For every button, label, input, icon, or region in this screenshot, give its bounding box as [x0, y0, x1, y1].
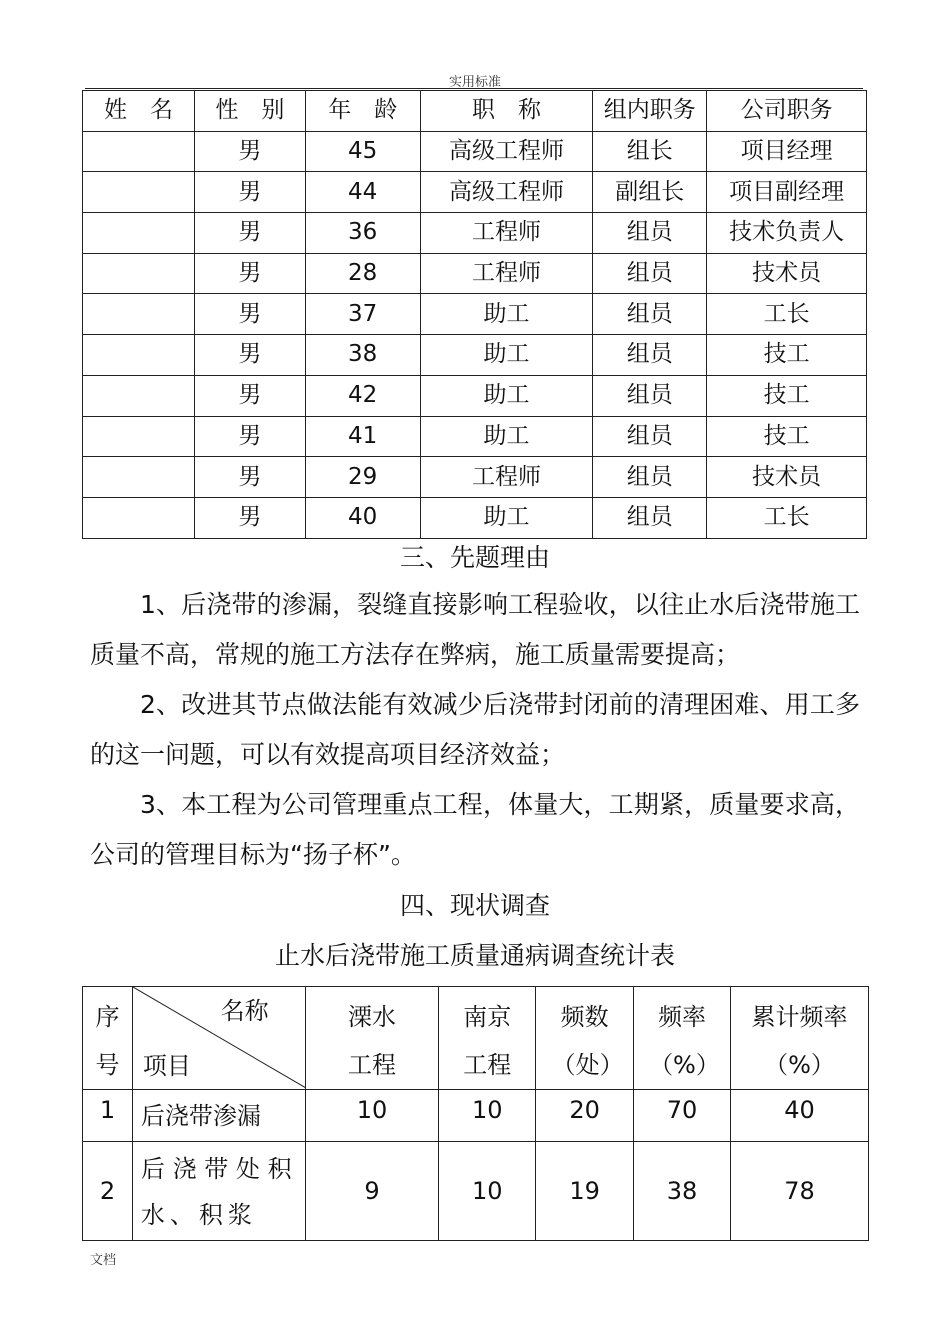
staff-cell: 男 [194, 335, 305, 376]
staff-cell: 男 [194, 213, 305, 254]
staff-cell: 助工 [420, 335, 593, 376]
section3-paragraph-3: 3、本工程为公司管理重点工程，体量大，工期紧，质量要求高，公司的管理目标为“扬子杯”。 [90, 790, 860, 869]
header-freq: 频率（%） [634, 987, 731, 1090]
header-diag-item: 项目 [142, 1052, 191, 1080]
row2-freq: 38 [634, 1142, 731, 1241]
staff-row [83, 497, 867, 538]
staff-cell: 技术员 [707, 253, 867, 294]
row2-lishui: 9 [305, 1142, 439, 1241]
header-seq: 序号 [83, 987, 133, 1090]
staff-header-cell: 公司职务 [707, 91, 867, 132]
header-nanjing: 南京工程 [439, 987, 536, 1090]
staff-cell: 41 [305, 416, 420, 457]
staff-cell [83, 131, 195, 172]
staff-cell: 男 [194, 172, 305, 213]
header-cum: 累计频率（%） [731, 987, 869, 1090]
staff-cell: 技工 [707, 375, 867, 416]
staff-cell: 组员 [593, 416, 707, 457]
staff-cell [83, 457, 195, 498]
staff-cell: 工程师 [420, 253, 593, 294]
staff-cell [83, 497, 195, 538]
staff-row [83, 294, 867, 335]
staff-cell: 男 [194, 416, 305, 457]
staff-header-cell: 性 别 [194, 91, 305, 132]
section3-heading: 三、先题理由 [399, 543, 550, 572]
staff-header-row [83, 91, 867, 132]
survey-row-1 [83, 1090, 869, 1142]
staff-cell: 助工 [420, 375, 593, 416]
survey-table [82, 986, 869, 1241]
staff-cell: 组员 [593, 375, 707, 416]
staff-cell: 37 [305, 294, 420, 335]
staff-cell: 技术负责人 [707, 213, 867, 254]
staff-cell: 男 [194, 375, 305, 416]
staff-cell [83, 375, 195, 416]
page-footer: 文档 [90, 1253, 117, 1268]
staff-cell: 男 [194, 497, 305, 538]
row1-cum: 40 [731, 1090, 869, 1142]
staff-cell [83, 213, 195, 254]
staff-cell: 组员 [593, 335, 707, 376]
row1-lishui: 10 [305, 1090, 439, 1142]
page-header: 实用标准 [448, 75, 501, 90]
staff-cell: 高级工程师 [420, 131, 593, 172]
staff-cell: 男 [194, 131, 305, 172]
staff-cell: 技术员 [707, 457, 867, 498]
staff-cell: 技工 [707, 335, 867, 376]
staff-header-cell: 组内职务 [593, 91, 707, 132]
staff-cell: 工程师 [420, 213, 593, 254]
staff-cell: 助工 [420, 497, 593, 538]
header-diagonal-cell [132, 987, 305, 1090]
section3-paragraph-2: 2、改进其节点做法能有效减少后浇带封闭前的清理困难、用工多的这一问题，可以有效提高项目经济效益； [90, 690, 860, 769]
staff-header-cell: 职 称 [420, 91, 593, 132]
staff-cell: 技工 [707, 416, 867, 457]
row1-freq: 70 [634, 1090, 731, 1142]
staff-cell: 男 [194, 253, 305, 294]
staff-cell: 40 [305, 497, 420, 538]
staff-cell: 男 [194, 294, 305, 335]
row2-nanjing: 10 [439, 1142, 536, 1241]
staff-cell: 36 [305, 213, 420, 254]
staff-cell [83, 335, 195, 376]
staff-cell: 组员 [593, 294, 707, 335]
staff-cell: 工长 [707, 497, 867, 538]
staff-cell: 28 [305, 253, 420, 294]
staff-row [83, 416, 867, 457]
row1-name: 后浇带渗漏 [132, 1090, 305, 1142]
section4-heading: 四、现状调查 [399, 891, 550, 920]
staff-cell: 42 [305, 375, 420, 416]
row1-count: 20 [536, 1090, 634, 1142]
staff-cell [83, 172, 195, 213]
survey-header-row [83, 987, 869, 1090]
staff-cell: 29 [305, 457, 420, 498]
staff-cell: 组员 [593, 213, 707, 254]
row2-seq: 2 [83, 1142, 133, 1241]
staff-cell: 助工 [420, 294, 593, 335]
staff-row [83, 253, 867, 294]
staff-cell: 工程师 [420, 457, 593, 498]
staff-row [83, 213, 867, 254]
staff-cell: 项目经理 [707, 131, 867, 172]
row2-count: 19 [536, 1142, 634, 1241]
section3-paragraph-1: 1、后浇带的渗漏，裂缝直接影响工程验收，以往止水后浇带施工质量不高，常规的施工方法存在弊病，施工质量需要提高； [90, 590, 860, 669]
staff-cell [83, 253, 195, 294]
header-diag-name: 名称 [220, 997, 269, 1025]
row1-nanjing: 10 [439, 1090, 536, 1142]
staff-cell: 工长 [707, 294, 867, 335]
header-rule [85, 88, 863, 89]
header-count: 频数（处） [536, 987, 634, 1090]
staff-cell: 副组长 [593, 172, 707, 213]
staff-header-cell: 年 龄 [305, 91, 420, 132]
staff-cell: 助工 [420, 416, 593, 457]
staff-cell: 组员 [593, 497, 707, 538]
staff-cell: 38 [305, 335, 420, 376]
survey-row-2 [83, 1142, 869, 1241]
row2-name: 后浇带处积水、积浆 [132, 1142, 305, 1241]
staff-cell [83, 416, 195, 457]
staff-row [83, 172, 867, 213]
staff-header-cell: 姓 名 [83, 91, 195, 132]
staff-cell: 项目副经理 [707, 172, 867, 213]
staff-cell: 45 [305, 131, 420, 172]
staff-row [83, 375, 867, 416]
row1-seq: 1 [83, 1090, 133, 1142]
staff-cell: 组长 [593, 131, 707, 172]
survey-table-title: 止水后浇带施工质量通病调查统计表 [274, 941, 675, 970]
staff-cell: 男 [194, 457, 305, 498]
row2-cum: 78 [731, 1142, 869, 1241]
staff-cell: 组员 [593, 457, 707, 498]
header-lishui: 溧水工程 [305, 987, 439, 1090]
staff-cell: 组员 [593, 253, 707, 294]
staff-cell: 44 [305, 172, 420, 213]
staff-table [82, 90, 867, 539]
staff-row [83, 131, 867, 172]
staff-row [83, 457, 867, 498]
staff-cell [83, 294, 195, 335]
staff-cell: 高级工程师 [420, 172, 593, 213]
staff-row [83, 335, 867, 376]
